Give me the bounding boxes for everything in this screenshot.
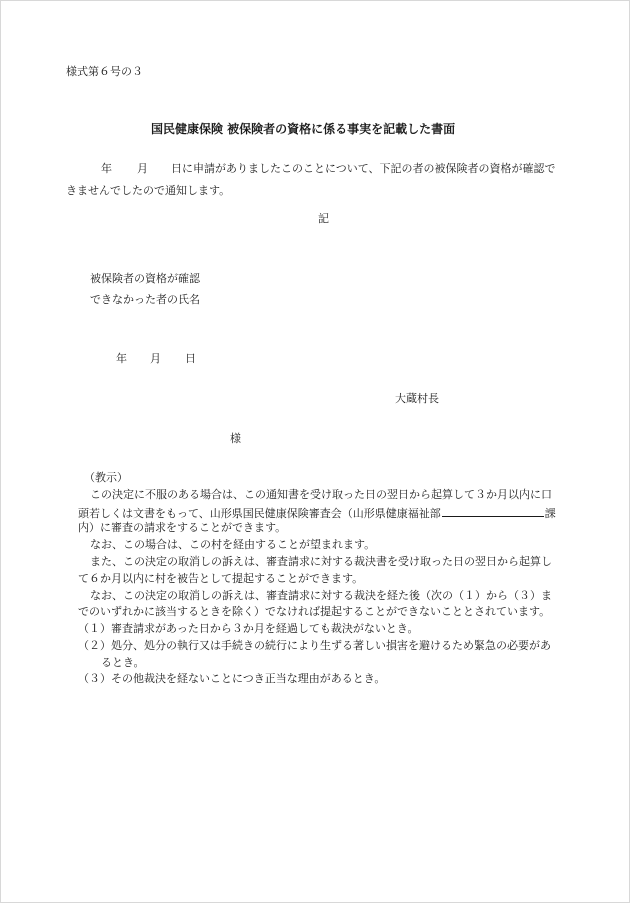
intro-line1: 日に申請がありましたこのことについて、下記の者の被保険者の資格が確認で <box>171 162 556 175</box>
document-title: 国民健康保険 被保険者の資格に係る事実を記載した書面 <box>151 122 456 136</box>
notice-p4-line2: でのいずれかに該当するときを除く）でなければ提起することができないこととされています。 <box>78 605 551 618</box>
intro-year: 年 <box>101 162 112 175</box>
issuer-name: 大蔵村長 <box>395 392 439 405</box>
insured-label-line1: 被保険者の資格が確認 <box>90 272 200 285</box>
notice-item3: （３）その他裁決を経ないことにつき正当な理由があるとき。 <box>78 672 386 685</box>
recipient-suffix: 様 <box>230 432 241 445</box>
notice-p1-line3: 内）に審査の請求をすることができます。 <box>78 521 287 534</box>
intro-line2: きませんでしたので通知します。 <box>66 184 231 197</box>
notice-heading: （教示） <box>84 471 128 484</box>
notice-p1-line2 <box>78 506 556 519</box>
date-month: 月 <box>150 352 161 365</box>
blank-department-line <box>442 506 544 517</box>
notice-p4-line1: なお、この決定の取消しの訴えは、審査請求に対する裁決を経た後（次の（１）から（３）ま <box>90 589 552 602</box>
notice-p3-line1: また、この決定の取消しの訴えは、審査請求に対する裁決書を受け取った日の翌日から起算し <box>90 555 552 568</box>
notice-p2: なお、この場合は、この村を経由することが望まれます。 <box>90 538 376 551</box>
notice-p1-line2-b: 課 <box>544 507 556 520</box>
form-number: 様式第６号の３ <box>66 65 143 78</box>
notice-p1-line1: この決定に不服のある場合は、この通知書を受け取った日の翌日から起算して３か月以内に口 <box>90 488 552 501</box>
notice-item2-line1: （２）処分、処分の執行又は手続きの続行により生ずる著しい損害を避けるため緊急の必要があ <box>78 639 551 652</box>
notice-item2-line2: るとき。 <box>101 656 145 669</box>
intro-month: 月 <box>137 162 148 175</box>
date-day: 日 <box>185 352 196 365</box>
insured-label-line2: できなかった者の氏名 <box>90 293 200 306</box>
notice-item1: （１）審査請求があった日から３か月を経過しても裁決がないとき。 <box>78 622 419 635</box>
notice-p1-line2-a: 頭若しくは文書をもって、山形県国民健康保険審査会（山形県健康福祉部 <box>78 507 441 520</box>
date-year: 年 <box>116 352 127 365</box>
ki-mark: 記 <box>318 212 329 225</box>
notice-p3-line2: て６か月以内に村を被告として提起することができます。 <box>78 572 364 585</box>
